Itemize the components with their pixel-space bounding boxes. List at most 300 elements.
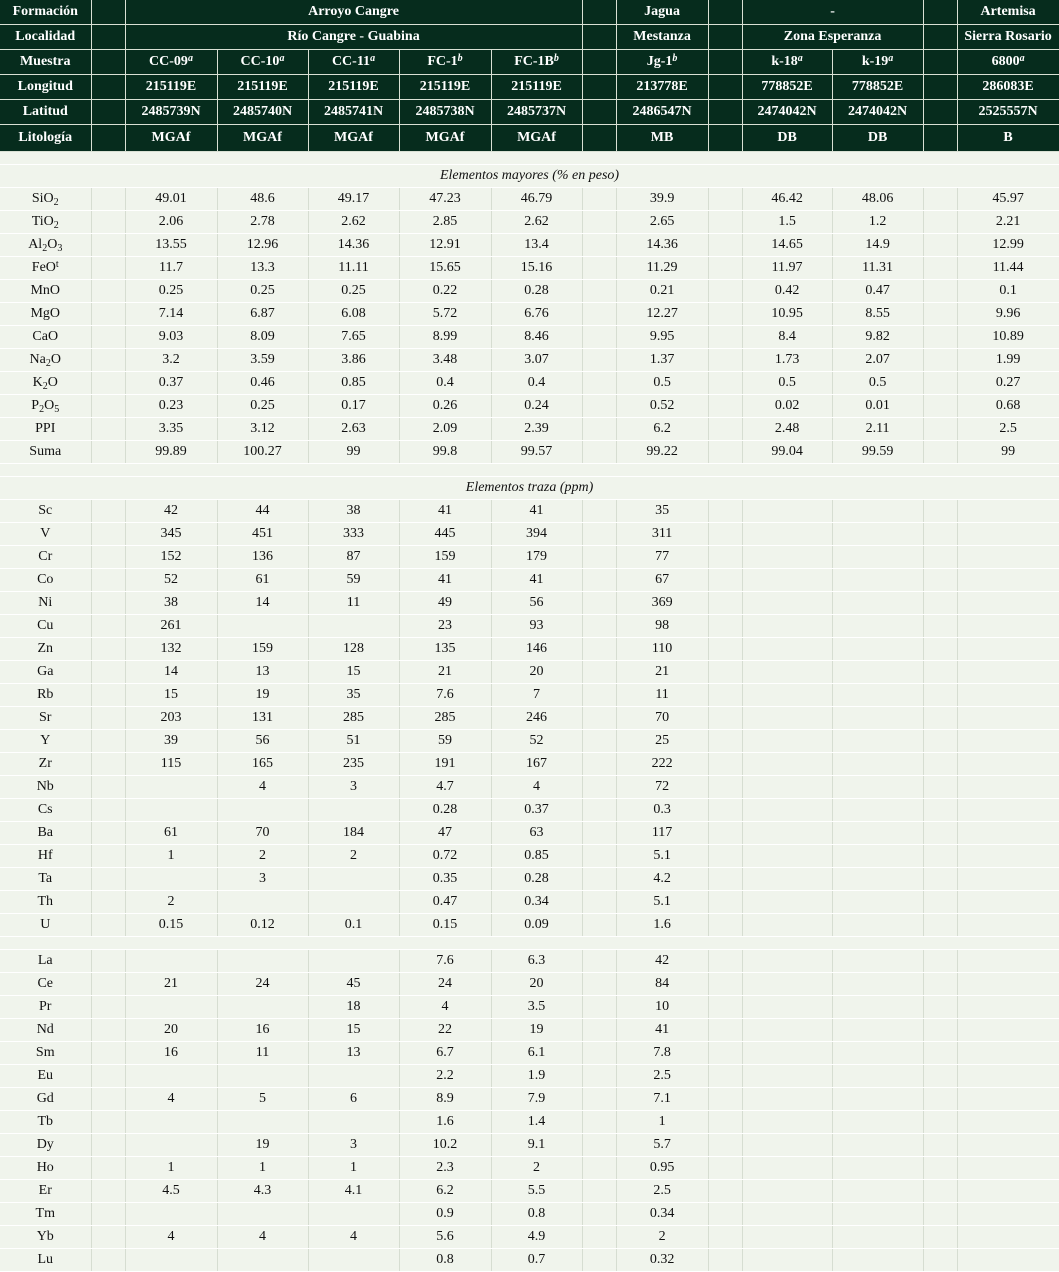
value-cell bbox=[217, 1203, 308, 1226]
lithology-1: MGAf bbox=[125, 125, 217, 152]
value-cell: 61 bbox=[125, 822, 217, 845]
header-row-latitud bbox=[0, 100, 1059, 125]
value-cell: 1.5 bbox=[742, 211, 832, 234]
value-cell: 41 bbox=[491, 500, 582, 523]
value-cell: 7.1 bbox=[616, 1088, 708, 1111]
value-cell: 35 bbox=[616, 500, 708, 523]
value-cell: 47.23 bbox=[399, 188, 491, 211]
value-cell: 0.3 bbox=[616, 799, 708, 822]
value-cell bbox=[742, 753, 832, 776]
table-row bbox=[0, 349, 1059, 372]
value-cell bbox=[742, 569, 832, 592]
section-majors bbox=[0, 165, 1059, 188]
table-row bbox=[0, 615, 1059, 638]
value-cell bbox=[957, 1088, 1059, 1111]
value-cell: 0.22 bbox=[399, 280, 491, 303]
value-cell: 48.06 bbox=[832, 188, 923, 211]
value-cell: 14.65 bbox=[742, 234, 832, 257]
element-label: Eu bbox=[0, 1065, 91, 1088]
value-cell: 99.04 bbox=[742, 441, 832, 464]
value-cell bbox=[742, 615, 832, 638]
lithology-6: MB bbox=[616, 125, 708, 152]
value-cell: 38 bbox=[125, 592, 217, 615]
value-cell bbox=[957, 753, 1059, 776]
value-cell: 19 bbox=[217, 684, 308, 707]
table-row bbox=[0, 996, 1059, 1019]
value-cell: 8.99 bbox=[399, 326, 491, 349]
value-cell: 0.26 bbox=[399, 395, 491, 418]
value-cell: 1.2 bbox=[832, 211, 923, 234]
value-cell bbox=[832, 500, 923, 523]
value-cell bbox=[125, 868, 217, 891]
header-row-formacion bbox=[0, 0, 1059, 25]
value-cell: 6.3 bbox=[491, 950, 582, 973]
value-cell: 22 bbox=[399, 1019, 491, 1042]
value-cell bbox=[742, 523, 832, 546]
value-cell bbox=[742, 1134, 832, 1157]
value-cell: 41 bbox=[399, 500, 491, 523]
value-cell: 0.95 bbox=[616, 1157, 708, 1180]
element-label: Y bbox=[0, 730, 91, 753]
locality-mestanza: Mestanza bbox=[616, 25, 708, 50]
table-row bbox=[0, 661, 1059, 684]
value-cell: 7.6 bbox=[399, 684, 491, 707]
value-cell: 2.85 bbox=[399, 211, 491, 234]
element-label: Co bbox=[0, 569, 91, 592]
value-cell: 70 bbox=[217, 822, 308, 845]
value-cell: 52 bbox=[491, 730, 582, 753]
value-cell: 13.55 bbox=[125, 234, 217, 257]
value-cell: 136 bbox=[217, 546, 308, 569]
value-cell: 7.9 bbox=[491, 1088, 582, 1111]
value-cell: 20 bbox=[491, 661, 582, 684]
value-cell bbox=[957, 868, 1059, 891]
value-cell: 0.34 bbox=[616, 1203, 708, 1226]
value-cell bbox=[832, 822, 923, 845]
formation-artemisa: Artemisa bbox=[957, 0, 1059, 25]
value-cell: 2 bbox=[217, 845, 308, 868]
value-cell bbox=[957, 1180, 1059, 1203]
longitude-8: 778852E bbox=[832, 75, 923, 100]
value-cell: 10.2 bbox=[399, 1134, 491, 1157]
row-label-localidad: Localidad bbox=[0, 25, 91, 50]
element-label: Sr bbox=[0, 707, 91, 730]
latitude-4: 2485738N bbox=[399, 100, 491, 125]
value-cell: 0.47 bbox=[399, 891, 491, 914]
table-row bbox=[0, 523, 1059, 546]
value-cell bbox=[217, 891, 308, 914]
value-cell: 0.42 bbox=[742, 280, 832, 303]
table-row bbox=[0, 1088, 1059, 1111]
value-cell: 15.16 bbox=[491, 257, 582, 280]
value-cell: 3 bbox=[308, 776, 399, 799]
value-cell: 394 bbox=[491, 523, 582, 546]
element-label: Ce bbox=[0, 973, 91, 996]
value-cell: 20 bbox=[125, 1019, 217, 1042]
element-label: Ba bbox=[0, 822, 91, 845]
value-cell: 0.8 bbox=[491, 1203, 582, 1226]
value-cell bbox=[125, 1065, 217, 1088]
value-cell: 0.15 bbox=[399, 914, 491, 937]
value-cell: 18 bbox=[308, 996, 399, 1019]
value-cell bbox=[957, 1226, 1059, 1249]
value-cell bbox=[957, 569, 1059, 592]
value-cell bbox=[832, 1042, 923, 1065]
value-cell: 5.7 bbox=[616, 1134, 708, 1157]
value-cell: 1 bbox=[217, 1157, 308, 1180]
value-cell: 5.5 bbox=[491, 1180, 582, 1203]
value-cell: 13 bbox=[217, 661, 308, 684]
value-cell: 0.24 bbox=[491, 395, 582, 418]
value-cell: 285 bbox=[399, 707, 491, 730]
value-cell: 11.29 bbox=[616, 257, 708, 280]
table-row bbox=[0, 638, 1059, 661]
value-cell bbox=[832, 891, 923, 914]
value-cell bbox=[832, 1134, 923, 1157]
row-label-longitud: Longitud bbox=[0, 75, 91, 100]
value-cell bbox=[308, 1065, 399, 1088]
value-cell bbox=[957, 1111, 1059, 1134]
value-cell: 63 bbox=[491, 822, 582, 845]
value-cell: 41 bbox=[491, 569, 582, 592]
value-cell bbox=[957, 615, 1059, 638]
element-label: Cr bbox=[0, 546, 91, 569]
sample-name-2: CC-10$^a$ bbox=[217, 50, 308, 75]
value-cell bbox=[742, 868, 832, 891]
table-row bbox=[0, 868, 1059, 891]
value-cell: 1 bbox=[616, 1111, 708, 1134]
value-cell: 165 bbox=[217, 753, 308, 776]
element-label: Ni bbox=[0, 592, 91, 615]
value-cell bbox=[742, 1019, 832, 1042]
value-cell: 12.96 bbox=[217, 234, 308, 257]
value-cell: 4.7 bbox=[399, 776, 491, 799]
table-row bbox=[0, 730, 1059, 753]
value-cell bbox=[742, 1180, 832, 1203]
value-cell: 0.28 bbox=[491, 280, 582, 303]
value-cell: 3.2 bbox=[125, 349, 217, 372]
value-cell bbox=[957, 973, 1059, 996]
value-cell: 1.4 bbox=[491, 1111, 582, 1134]
value-cell bbox=[742, 661, 832, 684]
table-row bbox=[0, 799, 1059, 822]
value-cell: 0.35 bbox=[399, 868, 491, 891]
value-cell: 52 bbox=[125, 569, 217, 592]
value-cell: 167 bbox=[491, 753, 582, 776]
value-cell: 146 bbox=[491, 638, 582, 661]
value-cell: 11.7 bbox=[125, 257, 217, 280]
value-cell bbox=[832, 1088, 923, 1111]
value-cell: 9.1 bbox=[491, 1134, 582, 1157]
longitude-3: 215119E bbox=[308, 75, 399, 100]
value-cell: 11 bbox=[308, 592, 399, 615]
value-cell: 48.6 bbox=[217, 188, 308, 211]
value-cell: 203 bbox=[125, 707, 217, 730]
lithology-7: DB bbox=[742, 125, 832, 152]
value-cell: 49 bbox=[399, 592, 491, 615]
value-cell bbox=[957, 891, 1059, 914]
value-cell: 20 bbox=[491, 973, 582, 996]
value-cell: 3.86 bbox=[308, 349, 399, 372]
value-cell: 0.4 bbox=[399, 372, 491, 395]
value-cell bbox=[832, 661, 923, 684]
value-cell: 14.36 bbox=[308, 234, 399, 257]
value-cell: 2 bbox=[308, 845, 399, 868]
value-cell bbox=[957, 776, 1059, 799]
value-cell: 39 bbox=[125, 730, 217, 753]
value-cell: 261 bbox=[125, 615, 217, 638]
value-cell: 7.6 bbox=[399, 950, 491, 973]
value-cell: 369 bbox=[616, 592, 708, 615]
longitude-6: 213778E bbox=[616, 75, 708, 100]
value-cell bbox=[832, 569, 923, 592]
table-row bbox=[0, 1111, 1059, 1134]
value-cell: 8.09 bbox=[217, 326, 308, 349]
table-row bbox=[0, 914, 1059, 937]
value-cell bbox=[742, 914, 832, 937]
value-cell: 5.72 bbox=[399, 303, 491, 326]
value-cell: 1.99 bbox=[957, 349, 1059, 372]
value-cell: 4 bbox=[491, 776, 582, 799]
latitude-9: 2525557N bbox=[957, 100, 1059, 125]
table-row bbox=[0, 418, 1059, 441]
table-row bbox=[0, 257, 1059, 280]
table-row bbox=[0, 891, 1059, 914]
value-cell: 44 bbox=[217, 500, 308, 523]
element-label: Zn bbox=[0, 638, 91, 661]
value-cell: 2 bbox=[491, 1157, 582, 1180]
value-cell: 11.44 bbox=[957, 257, 1059, 280]
value-cell: 10 bbox=[616, 996, 708, 1019]
value-cell: 24 bbox=[399, 973, 491, 996]
value-cell: 311 bbox=[616, 523, 708, 546]
element-label: $P_2O_5$ bbox=[0, 395, 91, 418]
sample-name-1: CC-09$^a$ bbox=[125, 50, 217, 75]
value-cell: 2.5 bbox=[957, 418, 1059, 441]
sample-name-4: FC-1$^b$ bbox=[399, 50, 491, 75]
formation-arroyo-cangre: Arroyo Cangre bbox=[125, 0, 582, 25]
value-cell: 0.37 bbox=[125, 372, 217, 395]
value-cell: 6.2 bbox=[616, 418, 708, 441]
value-cell: 11 bbox=[616, 684, 708, 707]
longitude-1: 215119E bbox=[125, 75, 217, 100]
value-cell bbox=[742, 1042, 832, 1065]
value-cell: 13.4 bbox=[491, 234, 582, 257]
value-cell: 9.82 bbox=[832, 326, 923, 349]
value-cell bbox=[832, 1226, 923, 1249]
value-cell: 1 bbox=[308, 1157, 399, 1180]
value-cell bbox=[957, 1042, 1059, 1065]
value-cell bbox=[957, 523, 1059, 546]
value-cell: 16 bbox=[125, 1042, 217, 1065]
value-cell bbox=[308, 1111, 399, 1134]
value-cell: 13.3 bbox=[217, 257, 308, 280]
sample-name-8: k-19$^a$ bbox=[832, 50, 923, 75]
value-cell bbox=[742, 1088, 832, 1111]
element-label: U bbox=[0, 914, 91, 937]
value-cell: 15 bbox=[308, 1019, 399, 1042]
latitude-2: 2485740N bbox=[217, 100, 308, 125]
table-row bbox=[0, 280, 1059, 303]
value-cell: 42 bbox=[616, 950, 708, 973]
table-row bbox=[0, 707, 1059, 730]
value-cell: 184 bbox=[308, 822, 399, 845]
value-cell: 0.25 bbox=[125, 280, 217, 303]
value-cell: 131 bbox=[217, 707, 308, 730]
value-cell: 93 bbox=[491, 615, 582, 638]
value-cell bbox=[125, 799, 217, 822]
value-cell: 2.5 bbox=[616, 1065, 708, 1088]
table-row bbox=[0, 188, 1059, 211]
value-cell bbox=[832, 638, 923, 661]
value-cell bbox=[832, 868, 923, 891]
value-cell: 2.07 bbox=[832, 349, 923, 372]
value-cell bbox=[957, 707, 1059, 730]
longitude-2: 215119E bbox=[217, 75, 308, 100]
value-cell: 117 bbox=[616, 822, 708, 845]
value-cell: 3.12 bbox=[217, 418, 308, 441]
value-cell: 99 bbox=[308, 441, 399, 464]
value-cell: 10.95 bbox=[742, 303, 832, 326]
value-cell: 8.4 bbox=[742, 326, 832, 349]
footnote-mark: b bbox=[457, 53, 463, 64]
value-cell bbox=[742, 546, 832, 569]
value-cell: 14 bbox=[217, 592, 308, 615]
row-label-formacion: Formación bbox=[0, 0, 91, 25]
value-cell: 2.78 bbox=[217, 211, 308, 234]
element-label: Tb bbox=[0, 1111, 91, 1134]
value-cell: 24 bbox=[217, 973, 308, 996]
value-cell: 3.48 bbox=[399, 349, 491, 372]
table-row bbox=[0, 395, 1059, 418]
value-cell bbox=[125, 776, 217, 799]
lithology-5: MGAf bbox=[491, 125, 582, 152]
element-label: Lu bbox=[0, 1249, 91, 1272]
value-cell: 5.1 bbox=[616, 891, 708, 914]
value-cell: 99.8 bbox=[399, 441, 491, 464]
value-cell bbox=[742, 1249, 832, 1272]
value-cell: 179 bbox=[491, 546, 582, 569]
table-row bbox=[0, 753, 1059, 776]
value-cell: 5.1 bbox=[616, 845, 708, 868]
table-row bbox=[0, 569, 1059, 592]
value-cell: 2.48 bbox=[742, 418, 832, 441]
footnote-mark: a bbox=[279, 53, 285, 64]
value-cell: 0.17 bbox=[308, 395, 399, 418]
value-cell bbox=[832, 950, 923, 973]
value-cell bbox=[832, 546, 923, 569]
value-cell: 99.22 bbox=[616, 441, 708, 464]
table-row bbox=[0, 441, 1059, 464]
value-cell: 132 bbox=[125, 638, 217, 661]
element-label: Zr bbox=[0, 753, 91, 776]
table-row bbox=[0, 1042, 1059, 1065]
element-label: Er bbox=[0, 1180, 91, 1203]
value-cell: 38 bbox=[308, 500, 399, 523]
table-row bbox=[0, 950, 1059, 973]
value-cell bbox=[125, 1249, 217, 1272]
value-cell: 56 bbox=[491, 592, 582, 615]
value-cell bbox=[308, 1203, 399, 1226]
value-cell: 56 bbox=[217, 730, 308, 753]
value-cell bbox=[742, 950, 832, 973]
value-cell: 67 bbox=[616, 569, 708, 592]
value-cell bbox=[957, 638, 1059, 661]
value-cell: 0.01 bbox=[832, 395, 923, 418]
value-cell bbox=[217, 1249, 308, 1272]
value-cell: 70 bbox=[616, 707, 708, 730]
value-cell: 451 bbox=[217, 523, 308, 546]
value-cell: 2.5 bbox=[616, 1180, 708, 1203]
section-traces-title: Elementos traza (ppm) bbox=[0, 477, 1059, 500]
section-majors-title: Elementos mayores (% en peso) bbox=[0, 165, 1059, 188]
value-cell bbox=[832, 1019, 923, 1042]
footnote-mark: a bbox=[888, 53, 894, 64]
value-cell: 0.9 bbox=[399, 1203, 491, 1226]
table-row bbox=[0, 1157, 1059, 1180]
value-cell bbox=[217, 996, 308, 1019]
value-cell: 39.9 bbox=[616, 188, 708, 211]
table-row bbox=[0, 1203, 1059, 1226]
value-cell: 19 bbox=[217, 1134, 308, 1157]
value-cell: 0.25 bbox=[308, 280, 399, 303]
value-cell: 84 bbox=[616, 973, 708, 996]
value-cell bbox=[217, 799, 308, 822]
value-cell: 222 bbox=[616, 753, 708, 776]
value-cell: 2.06 bbox=[125, 211, 217, 234]
value-cell: 115 bbox=[125, 753, 217, 776]
value-cell bbox=[832, 592, 923, 615]
value-cell: 77 bbox=[616, 546, 708, 569]
value-cell: 6.7 bbox=[399, 1042, 491, 1065]
value-cell: 6.87 bbox=[217, 303, 308, 326]
table-row bbox=[0, 1180, 1059, 1203]
value-cell: 45 bbox=[308, 973, 399, 996]
value-cell bbox=[308, 1249, 399, 1272]
element-label: Rb bbox=[0, 684, 91, 707]
value-cell bbox=[957, 1019, 1059, 1042]
locality-rio-cangre: Río Cangre - Guabina bbox=[125, 25, 582, 50]
locality-sierra-rosario: Sierra Rosario bbox=[957, 25, 1059, 50]
longitude-9: 286083E bbox=[957, 75, 1059, 100]
value-cell: 12.91 bbox=[399, 234, 491, 257]
value-cell bbox=[742, 1226, 832, 1249]
lithology-4: MGAf bbox=[399, 125, 491, 152]
value-cell bbox=[125, 1134, 217, 1157]
value-cell: 1.37 bbox=[616, 349, 708, 372]
table-row bbox=[0, 1249, 1059, 1272]
value-cell bbox=[742, 1065, 832, 1088]
value-cell bbox=[957, 914, 1059, 937]
row-label-muestra: Muestra bbox=[0, 50, 91, 75]
value-cell bbox=[125, 996, 217, 1019]
value-cell bbox=[957, 950, 1059, 973]
element-label: $Na_2O$ bbox=[0, 349, 91, 372]
value-cell: 0.1 bbox=[957, 280, 1059, 303]
footnote-mark: a bbox=[1019, 53, 1025, 64]
value-cell: 21 bbox=[616, 661, 708, 684]
value-cell bbox=[308, 799, 399, 822]
value-cell: 2.39 bbox=[491, 418, 582, 441]
value-cell bbox=[957, 996, 1059, 1019]
value-cell: 11.31 bbox=[832, 257, 923, 280]
element-label: Dy bbox=[0, 1134, 91, 1157]
value-cell bbox=[125, 1111, 217, 1134]
value-cell: 0.85 bbox=[308, 372, 399, 395]
value-cell: 1.73 bbox=[742, 349, 832, 372]
value-cell: 0.28 bbox=[399, 799, 491, 822]
value-cell bbox=[832, 1203, 923, 1226]
